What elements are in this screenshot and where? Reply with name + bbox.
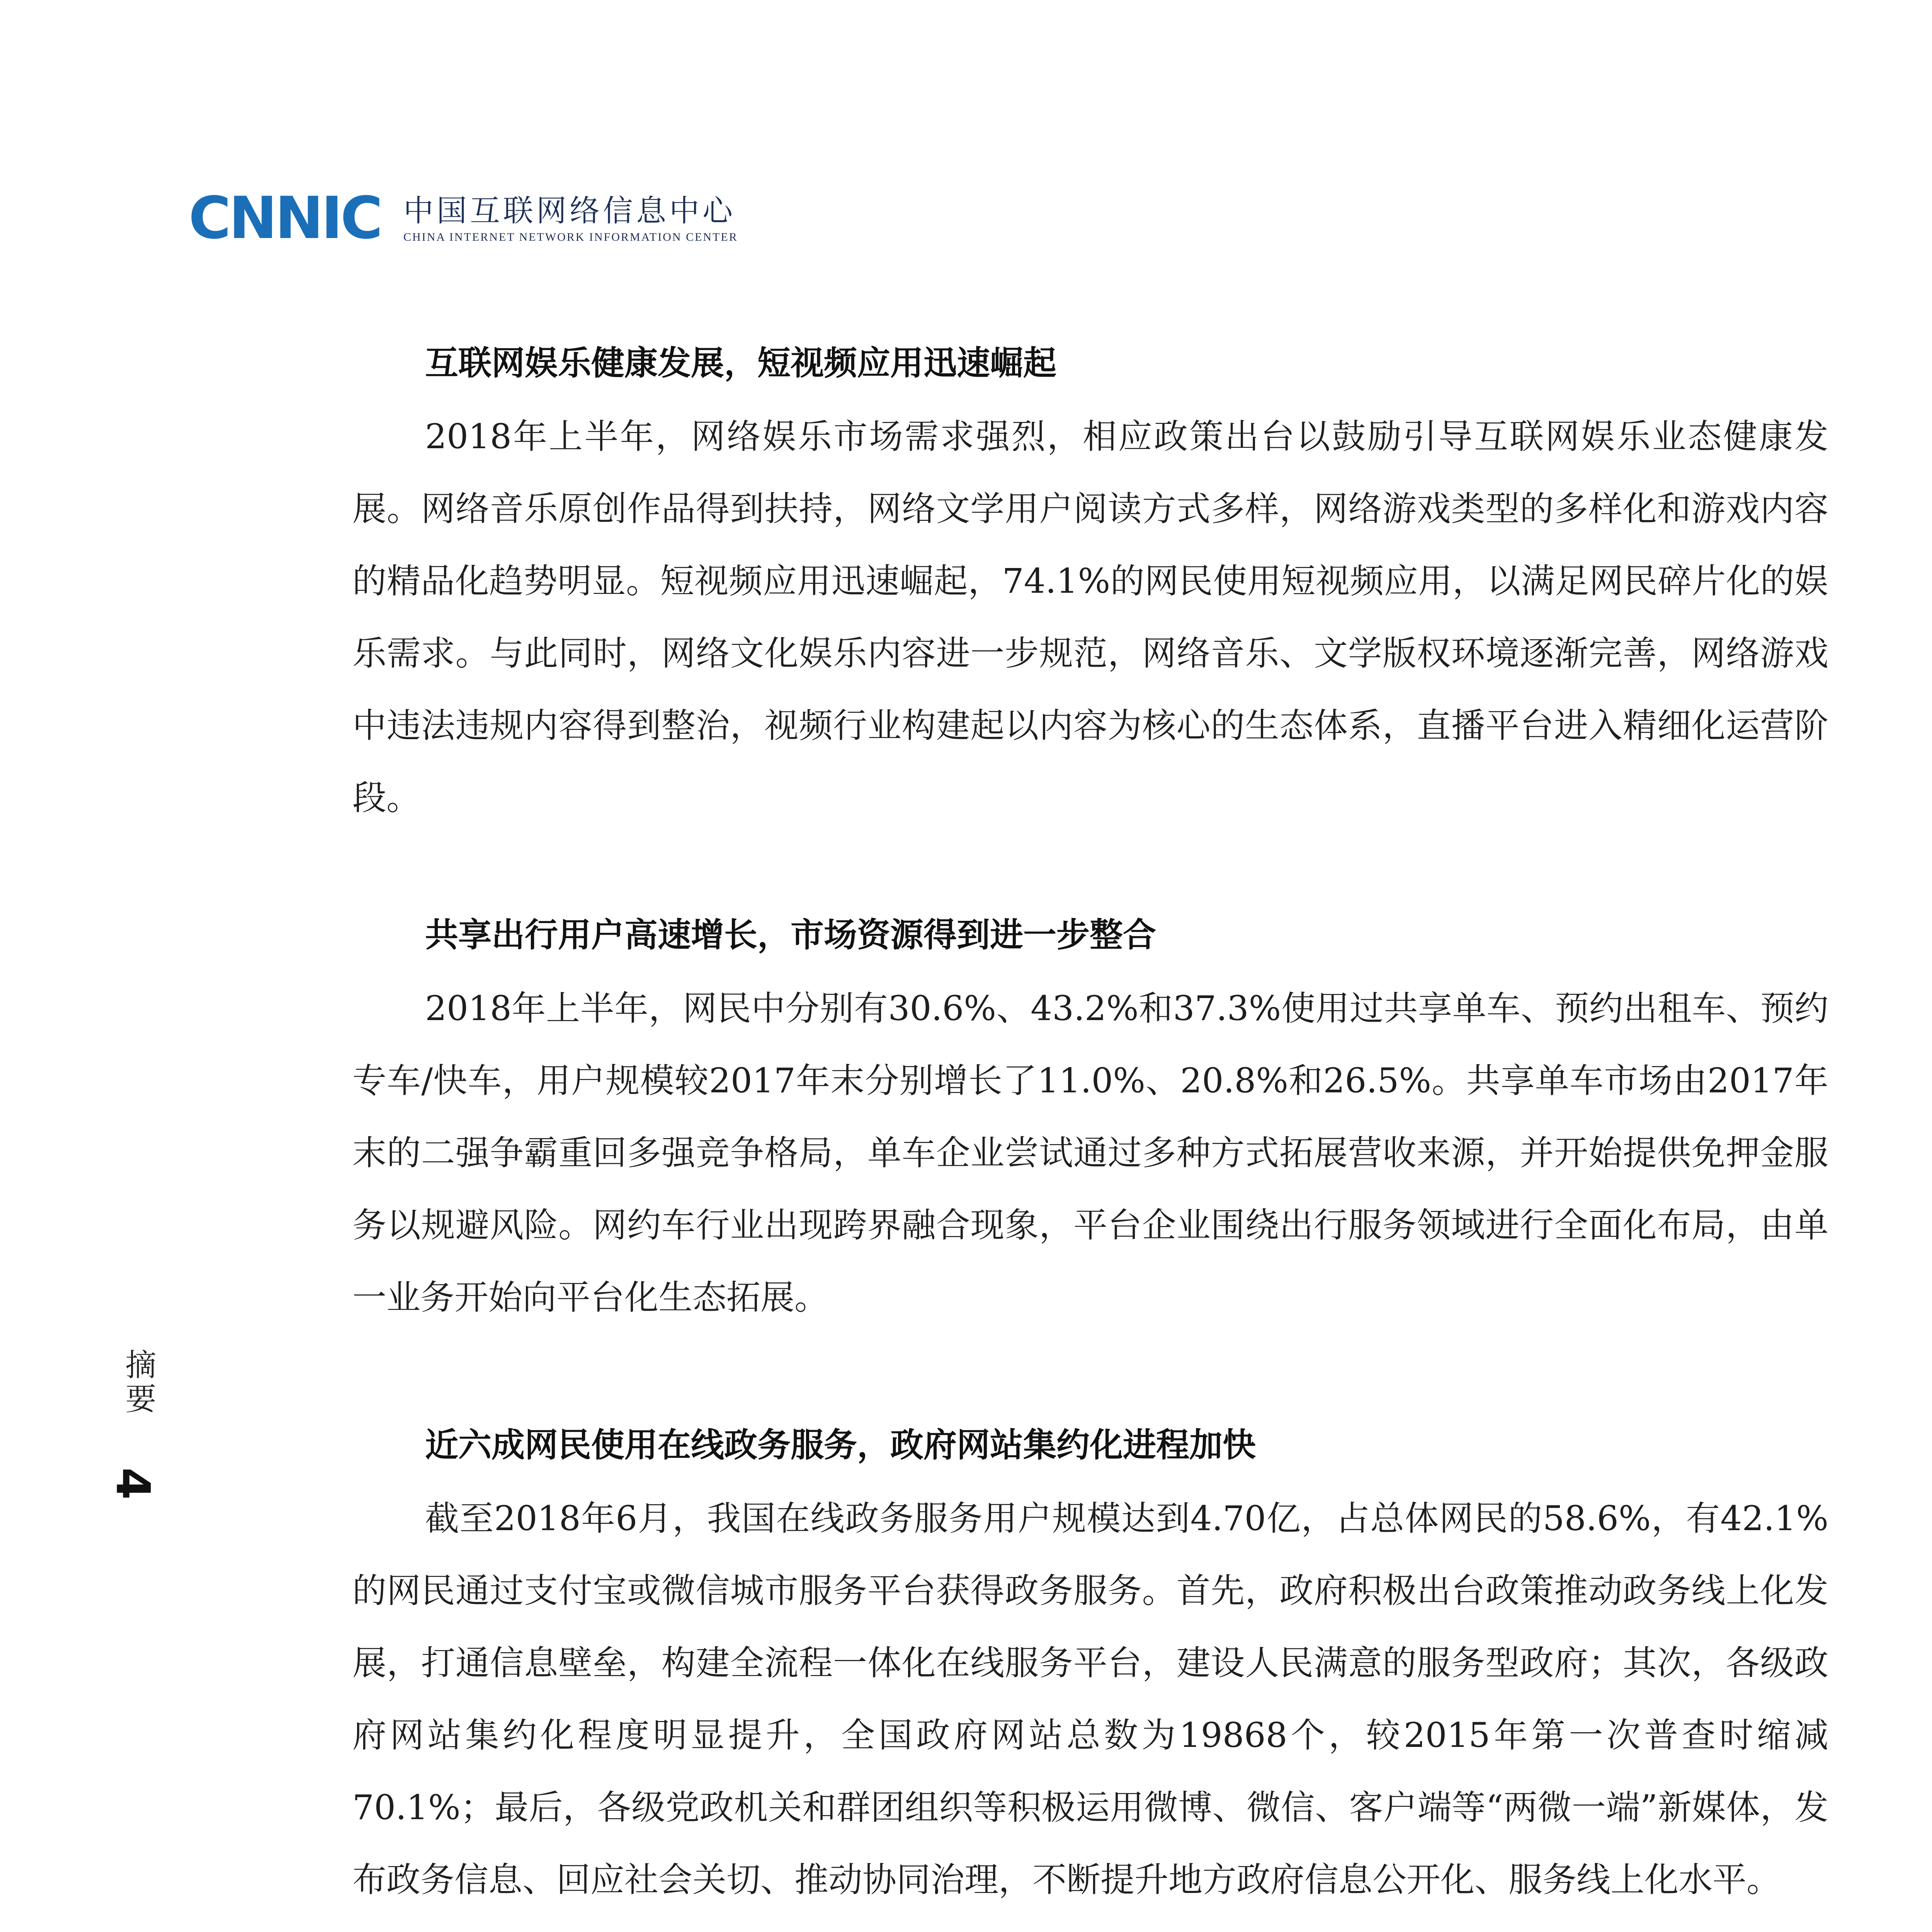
section-title: 近六成网民使用在线政务服务，政府网站集约化进程加快 xyxy=(425,1425,1256,1464)
org-name xyxy=(403,192,738,245)
section-title: 互联网娱乐健康发展，短视频应用迅速崛起 xyxy=(425,344,1056,383)
section-egovernment xyxy=(352,1426,1828,1916)
section-body: 2018年上半年，网络娱乐市场需求强烈，相应政策出台以鼓励引导互联网娱乐业态健康发展。网络音乐原创作品得到扶持，网络文学用户阅读方式多样，网络游戏类型的多样化和游戏内容的精品化趋势明显。短视频应用迅速崛起，74.1%的网民使用短视频应用，以满足网民碎片化的娱乐需求。与此同时，网络文化娱乐内容进一步规范，网络音乐、文学版权环境逐渐完善，网络游戏中违法违规内容得到整治，视频行业构建起以内容为核心的生态体系，直播平台进入精细化运营阶段。 xyxy=(352,417,1828,818)
section-body: 2018年上半年，网民中分别有30.6%、43.2%和37.3%使用过共享单车、预约出租车、预约专车/快车，用户规模较2017年末分别增长了11.0%、20.8%和26.5%。共享单车市场由2017年末的二强争霸重回多强竞争格局，单车企业尝试通过多种方式拓展营收来源，并开始提供免押金服务以规避风险。网约车行业出现跨界融合现象，平台企业围绕出行服务领域进行全面化布局，由单一业务开始向平台化生态拓展。 xyxy=(352,988,1828,1317)
section-shared-mobility xyxy=(352,916,1828,1333)
svg-text:CNNIC: CNNIC xyxy=(189,190,381,248)
report-header xyxy=(189,184,738,253)
section-title: 共享出行用户高速增长，市场资源得到进一步整合 xyxy=(425,915,1156,954)
cnnic-logo-mark xyxy=(189,190,389,248)
section-entertainment xyxy=(352,344,1828,834)
org-name-en: CHINA INTERNET NETWORK INFORMATION CENTER xyxy=(403,231,738,243)
cnnic-logo xyxy=(189,184,389,253)
side-marker xyxy=(104,1345,166,1507)
org-name-cn: 中国互联网络信息中心 xyxy=(403,194,736,228)
page-number: 4 xyxy=(105,1467,160,1500)
side-section-label: 摘要 xyxy=(120,1349,156,1417)
section-body: 截至2018年6月，我国在线政务服务用户规模达到4.70亿，占总体网民的58.6%，有42.1%的网民通过支付宝或微信城市服务平台获得政务服务。首先，政府积极出台政策推动政务线上化发展，打通信息壁垒，构建全流程一体化在线服务平台，建设人民满意的服务型政府；其次，各级政府网站集约化程度明显提升，全国政府网站总数为19868个，较2015年第一次普查时缩减70.1%；最后，各级党政机关和群团组织等积极运用微博、微信、客户端等“两微一端”新媒体，发布政务信息、回应社会关切、推动协同治理，不断提升地方政府信息公开化、服务线上化水平。 xyxy=(352,1498,1828,1900)
